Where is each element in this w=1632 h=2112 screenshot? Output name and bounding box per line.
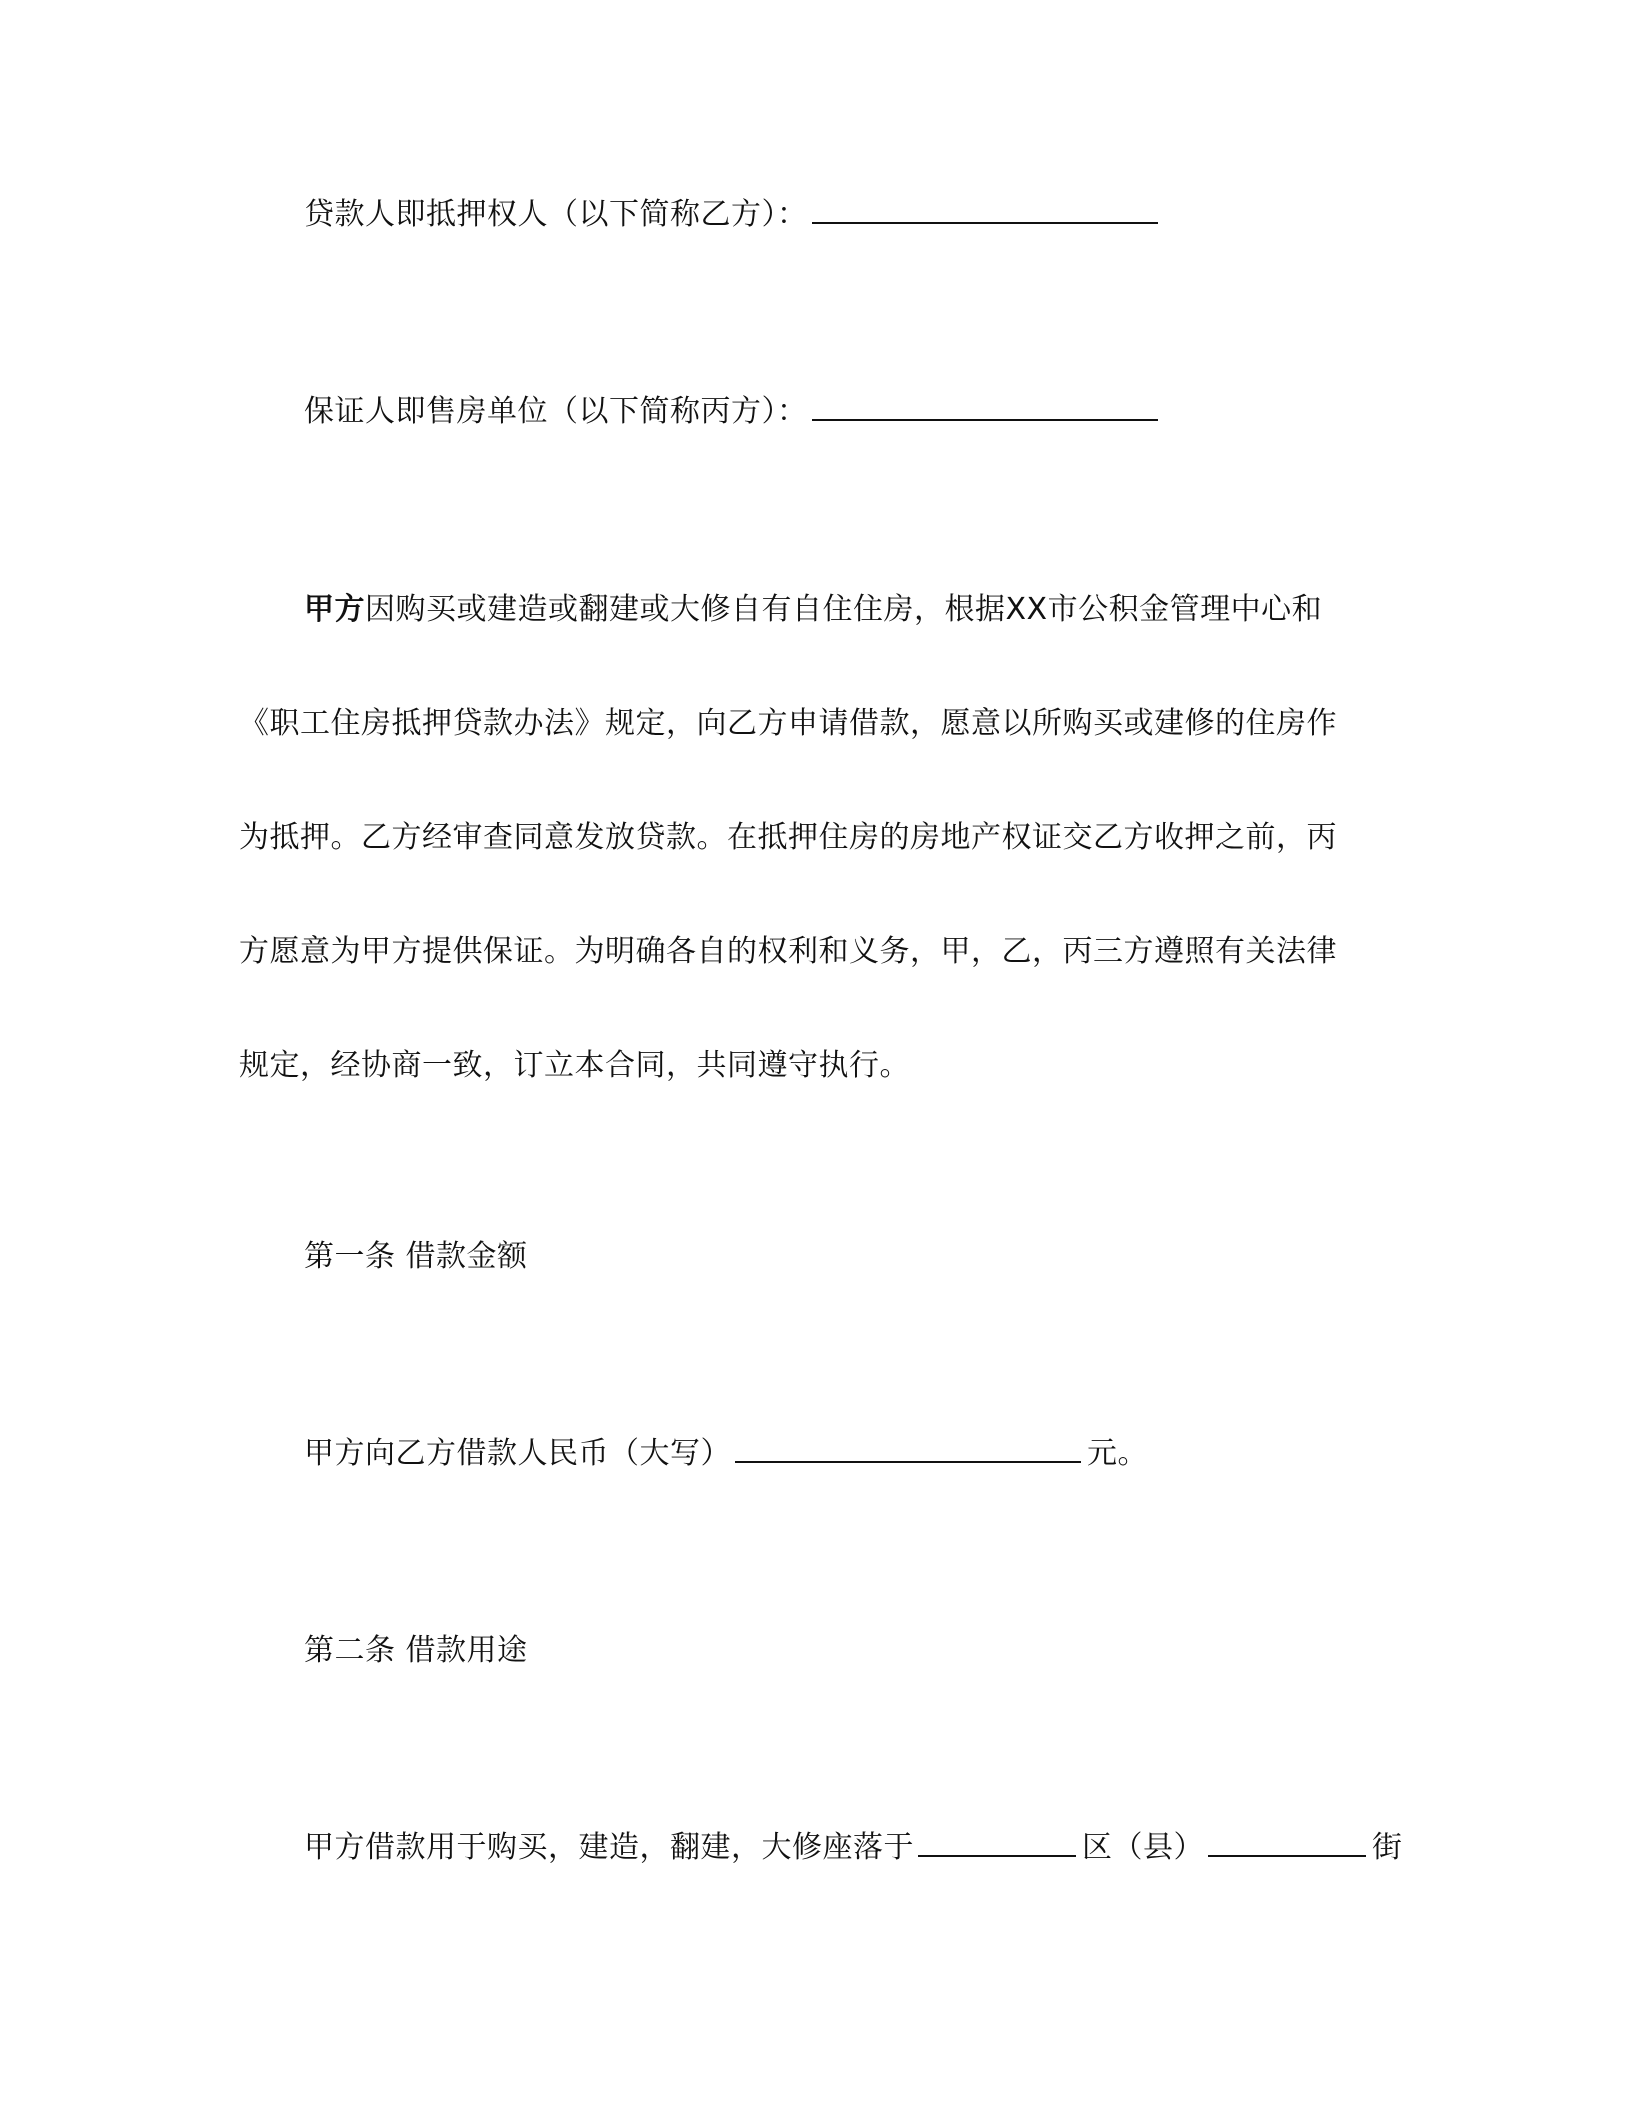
guarantor-line bbox=[304, 392, 1164, 432]
article-1-heading bbox=[304, 1237, 528, 1277]
district-blank[interactable] bbox=[918, 1833, 1076, 1857]
lender-line bbox=[304, 195, 1164, 235]
loan-amount-label: 甲方向乙方借款人民币（大写） bbox=[304, 1436, 731, 1471]
article-1-text bbox=[304, 1434, 1148, 1474]
preamble-line-3 bbox=[239, 818, 1337, 858]
preamble-text-3: 为抵押。乙方经审查同意发放贷款。在抵押住房的房地产权证交乙方收押之前，丙 bbox=[239, 820, 1337, 855]
street-label: 街 bbox=[1372, 1830, 1403, 1865]
party-a-label: 甲方 bbox=[304, 592, 365, 627]
article-2-text bbox=[304, 1828, 1403, 1868]
preamble-text-1: 因购买或建造或翻建或大修自有自住住房，根据XX市公积金管理中心和 bbox=[365, 592, 1323, 627]
guarantor-label: 保证人即售房单位（以下简称丙方）： bbox=[304, 394, 808, 429]
article-2-title: 第二条 借款用途 bbox=[304, 1633, 528, 1668]
preamble-line-1 bbox=[304, 590, 1322, 630]
preamble-text-5: 规定，经协商一致，订立本合同，共同遵守执行。 bbox=[239, 1048, 910, 1083]
loan-purpose-text: 甲方借款用于购买，建造，翻建，大修座落于 bbox=[304, 1830, 914, 1865]
lender-label: 贷款人即抵押权人（以下简称乙方）： bbox=[304, 197, 808, 232]
lender-blank[interactable] bbox=[812, 200, 1158, 224]
street-blank[interactable] bbox=[1208, 1833, 1366, 1857]
article-2-heading bbox=[304, 1631, 528, 1671]
preamble-line-5 bbox=[239, 1046, 910, 1086]
article-1-title: 第一条 借款金额 bbox=[304, 1239, 528, 1274]
preamble-line-4 bbox=[239, 932, 1337, 972]
district-label: 区（县） bbox=[1082, 1830, 1204, 1865]
loan-amount-blank[interactable] bbox=[735, 1439, 1081, 1463]
preamble-line-2 bbox=[239, 704, 1337, 744]
guarantor-blank[interactable] bbox=[812, 397, 1158, 421]
preamble-text-2: 《职工住房抵押贷款办法》规定，向乙方申请借款，愿意以所购买或建修的住房作 bbox=[239, 706, 1337, 741]
loan-amount-unit: 元。 bbox=[1087, 1436, 1148, 1471]
preamble-text-4: 方愿意为甲方提供保证。为明确各自的权利和义务，甲，乙，丙三方遵照有关法律 bbox=[239, 934, 1337, 969]
